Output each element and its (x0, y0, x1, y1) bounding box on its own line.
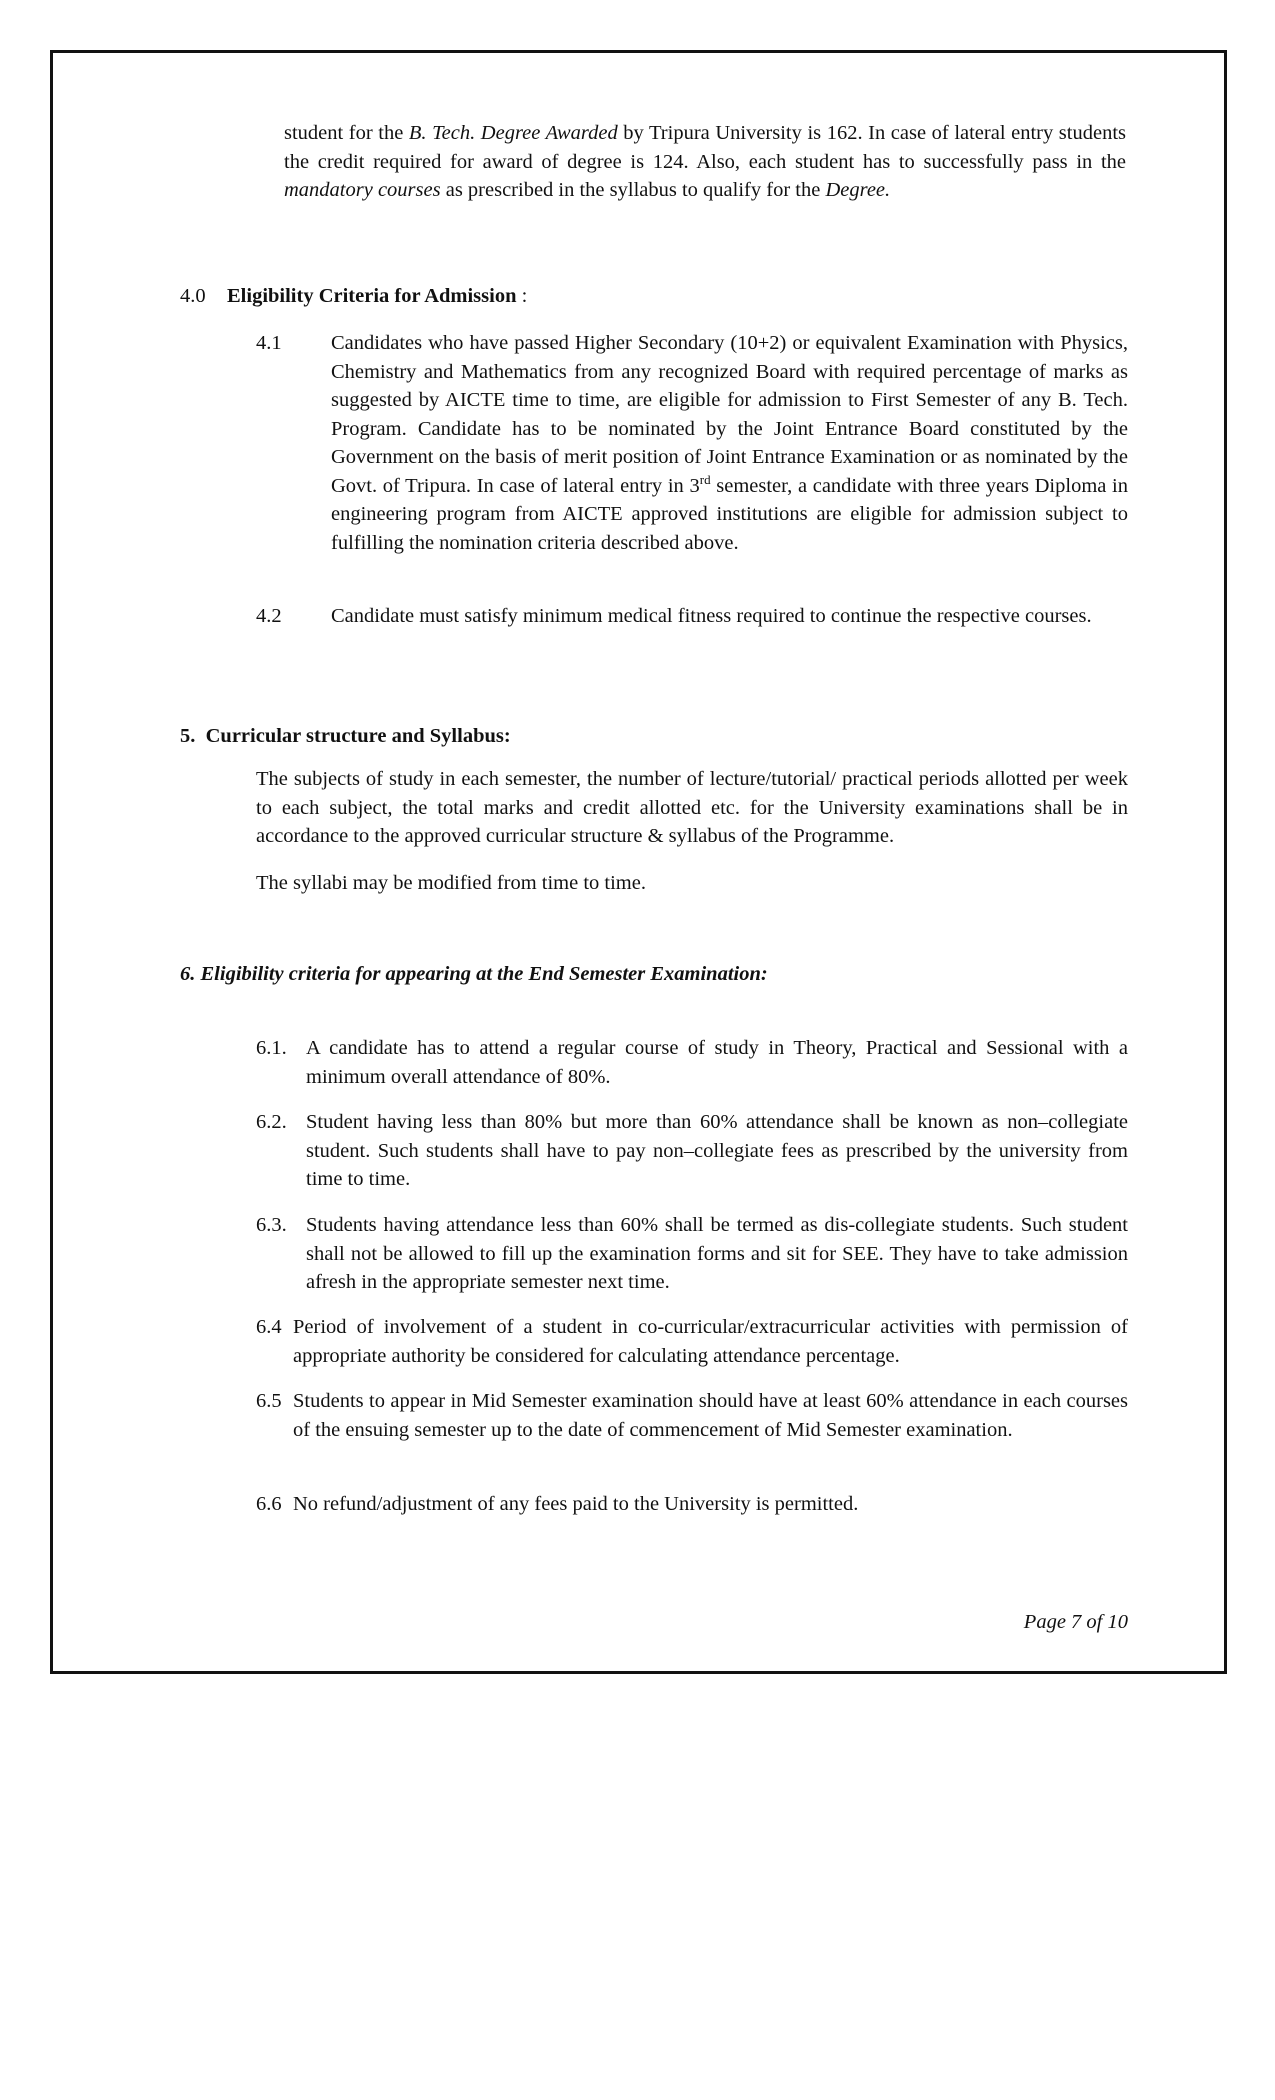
item-6-5-number: 6.5 (256, 1390, 282, 1412)
item-6-3-number: 6.3. (256, 1214, 287, 1236)
item-4-2-number: 4.2 (256, 605, 282, 627)
section6-heading: 6. Eligibility criteria for appearing at the End Semester Examination: (180, 963, 768, 985)
item-6-2-text: Student having less than 80% but more than 60% attendance shall be known as non–collegiate student. Such students shall have to pay non–collegiate fees as prescribed by the university from time to time. (306, 1111, 1128, 1190)
item-6-1-text: A candidate has to attend a regular course of study in Theory, Practical and Sessional with a minimum overall attendance of 80%. (306, 1037, 1128, 1088)
item-4-1-sup: rd (699, 471, 711, 487)
section4-title: Eligibility Criteria for Admission (227, 285, 517, 307)
section5-para2: The syllabi may be modified from time to time. (256, 872, 646, 894)
item-4-1-number: 4.1 (256, 332, 282, 354)
section4-number: 4.0 (180, 285, 206, 307)
item-4-1-text-a: Candidates who have passed Higher Secondary (10+2) or equivalent Examination with Physics, Chemistry and Mathematics from any recognized Board with required percentage of marks as suggested by AICTE time to time, are eligible for admission to First Semester of any B. Tech. Program. Candidate has to be nominated by the Joint Entrance Board constituted by the Government on the basis of merit position of Joint Entrance Examination or as nominated by the Govt. of Tripura. In case of lateral entry in 3 (331, 332, 1128, 497)
item-6-4-text: Period of involvement of a student in co-curricular/extracurricular activities with permission of appropriate authority be considered for calculating attendance percentage. (293, 1316, 1128, 1367)
item-6-5-text: Students to appear in Mid Semester examination should have at least 60% attendance in each courses of the ensuing semester up to the date of commencement of Mid Semester examination. (293, 1390, 1128, 1441)
section5-heading: 5. Curricular structure and Syllabus: (180, 725, 511, 747)
section4-colon: : (516, 285, 528, 307)
item-6-1-number: 6.1. (256, 1037, 287, 1059)
item-6-6-number: 6.6 (256, 1493, 282, 1515)
page-number: Page 7 of 10 (1023, 1611, 1128, 1633)
intro-italic-degree: B. Tech. Degree Awarded (408, 122, 618, 144)
section5-para1: The subjects of study in each semester, the number of lecture/tutorial/ practical periods allotted per week to each subject, the total marks and credit allotted etc. for the University examinations shall be in accordance to the approved curricular structure & syllabus of the Programme. (256, 768, 1128, 847)
intro-italic-mandatory: mandatory courses (284, 179, 441, 201)
item-6-6-text: No refund/adjustment of any fees paid to the University is permitted. (293, 1493, 859, 1515)
intro-paragraph (284, 119, 1126, 205)
item-6-2-number: 6.2. (256, 1111, 287, 1133)
item-6-3-text: Students having attendance less than 60% shall be termed as dis-collegiate students. Such student shall not be allowed to fill up the examination forms and sit for SEE. They have to take admission afresh in the appropriate semester next time. (306, 1214, 1128, 1293)
intro-text-1: student for the (284, 122, 409, 144)
item-4-2-text: Candidate must satisfy minimum medical fitness required to continue the respective courses. (331, 605, 1092, 627)
intro-text-3: as prescribed in the syllabus to qualify for the (440, 179, 826, 201)
intro-italic-degree-end: Degree. (825, 179, 891, 201)
intro-text-2: by Tripura University is 162. In case of lateral entry students the credit required for award of degree is 124. Also, each student has to successfully pass in the (284, 122, 1126, 173)
item-6-4-number: 6.4 (256, 1316, 282, 1338)
item-4-1-text (331, 329, 1128, 557)
item-4-1-text-b: semester, a candidate with three years Diploma in engineering program from AICTE approved institutions are eligible for admission subject to fulfilling the nomination criteria described above. (331, 474, 1128, 554)
section4-heading (227, 282, 527, 311)
